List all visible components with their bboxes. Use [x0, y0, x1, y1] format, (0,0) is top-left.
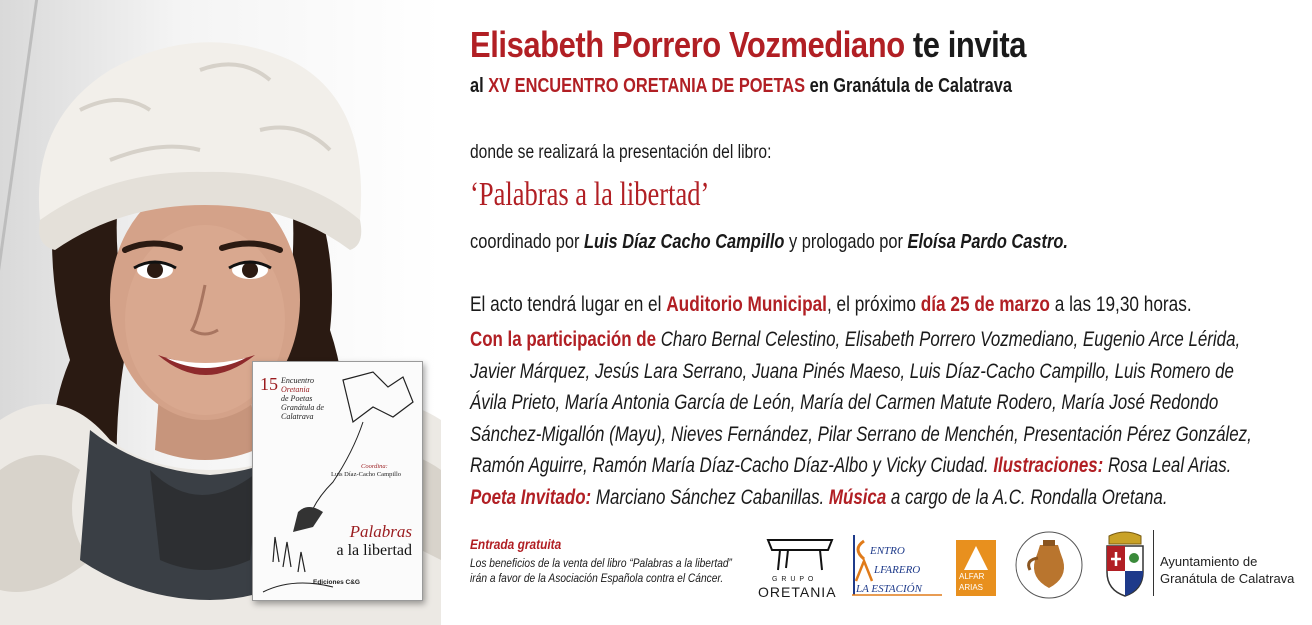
- details-text: a las 19,30 horas.: [1049, 293, 1192, 316]
- logo-text: LFARERO: [874, 564, 921, 576]
- cover-series-line: Encuentro: [281, 376, 315, 385]
- logo-text: LA ESTACIÓN: [856, 583, 922, 595]
- illustrator: Rosa Leal Arias.: [1103, 454, 1232, 477]
- cover-series-line: Oretania: [281, 385, 310, 394]
- logo-text: ARIAS: [959, 583, 984, 592]
- book-credits: [470, 231, 1068, 254]
- portrait-photo: [0, 0, 441, 625]
- intro-text: donde se realizará la presentación del libro:: [470, 142, 772, 163]
- alfar-arias-logo: [956, 540, 996, 596]
- cover-coord-label: Coordina:: [361, 463, 388, 470]
- subhead-prefix: al: [470, 75, 489, 97]
- participants-list: Charo Bernal Celestino, Elisabeth Porrero Vozmediano, Eugenio Arce Lérida, Javier Márquez, Jesús Lara Serrano, Juana Pinés Maeso, Luis Díaz-Cacho Campillo, Luis Romero de Ávila Prieto, María Antonia García de León, María del Carmen Matute Rodero, María José Redondo Sánchez-Migallón (Mayu), Nieves Fernández, Pilar Serrano de Menchén, Presentación Pérez González, Ramón Aguirre, Ramón María Díaz-Cacho Díaz-Albo y Vicky Ciudad.: [470, 328, 1252, 477]
- jar-icon: [1010, 530, 1088, 600]
- cover-number: 15: [260, 374, 278, 394]
- guest-label: Poeta Invitado:: [470, 485, 592, 509]
- subhead-mid: en: [805, 75, 834, 97]
- event-location: Granátula de Calatrava: [833, 75, 1012, 97]
- benefits-note: Los beneficios de la venta del libro “Palabras a la libertad” irán a favor de la Asociación Española contra el Cáncer.: [470, 556, 732, 585]
- event-subhead: [470, 75, 1012, 98]
- cover-series-line: de Poetas: [281, 394, 313, 403]
- prolog-prefix: y prologado por: [784, 231, 908, 253]
- illustrations-label: Ilustraciones:: [993, 454, 1104, 477]
- coord-prefix: coordinado por: [470, 231, 584, 253]
- headline: [470, 24, 1026, 66]
- rondalla-logo: [1010, 530, 1088, 600]
- participants-paragraph: [470, 324, 1275, 513]
- grupo-oretania-logo: [758, 530, 842, 600]
- venue: Auditorio Municipal: [666, 293, 827, 316]
- event-date: día 25 de marzo: [920, 293, 1050, 316]
- music-label: Música: [828, 485, 887, 509]
- cover-title-line2: a la libertad: [336, 542, 412, 559]
- logo-text: ALFAR: [959, 572, 985, 581]
- cover-title-line1: Palabras: [349, 522, 412, 541]
- coat-of-arms-icon: [1103, 530, 1147, 598]
- cover-publisher: Ediciones C&G: [313, 579, 360, 586]
- details-text: , el próximo: [826, 293, 921, 316]
- details-text: El acto tendrá lugar en el: [470, 293, 667, 316]
- book-cover: [252, 361, 423, 601]
- book-title: ‘Palabras a la libertad’: [470, 176, 710, 213]
- table-icon: [758, 530, 842, 574]
- ayuntamiento-line: Ayuntamiento de: [1160, 554, 1258, 569]
- ayuntamiento-shield: [1103, 530, 1147, 598]
- invites-text: te invita: [904, 24, 1026, 65]
- cover-series: [281, 376, 351, 421]
- logo-separator: [1153, 530, 1154, 596]
- alfar-arias-icon: [956, 542, 996, 572]
- guest-poet: Marciano Sánchez Cabanillas.: [591, 485, 829, 509]
- free-entry: Entrada gratuita: [470, 536, 562, 552]
- centro-alfarero-logo: [850, 533, 945, 598]
- prologue-author: Eloísa Pardo Castro.: [907, 231, 1068, 253]
- music-credit: a cargo de la A.C. Rondalla Oretana.: [886, 485, 1168, 509]
- participation-label: Con la participación de: [470, 328, 661, 351]
- cover-series-line: Granátula de Calatrava: [281, 403, 324, 421]
- coordinator-name: Luis Díaz Cacho Campillo: [583, 231, 785, 253]
- event-details-line: [470, 293, 1192, 317]
- logo-text: ORETANIA: [758, 584, 837, 600]
- ayuntamiento-line: Granátula de Calatrava: [1160, 571, 1295, 586]
- cover-coord-name: Luis Díaz-Cacho Campillo: [331, 471, 402, 478]
- logo-text: ENTRO: [870, 545, 905, 557]
- ayuntamiento-text: [1160, 553, 1294, 587]
- event-name: XV ENCUENTRO ORETANIA DE POETAS: [488, 75, 806, 97]
- host-name: Elisabeth Porrero Vozmediano: [470, 24, 905, 65]
- logo-text: G R U P O: [772, 576, 815, 583]
